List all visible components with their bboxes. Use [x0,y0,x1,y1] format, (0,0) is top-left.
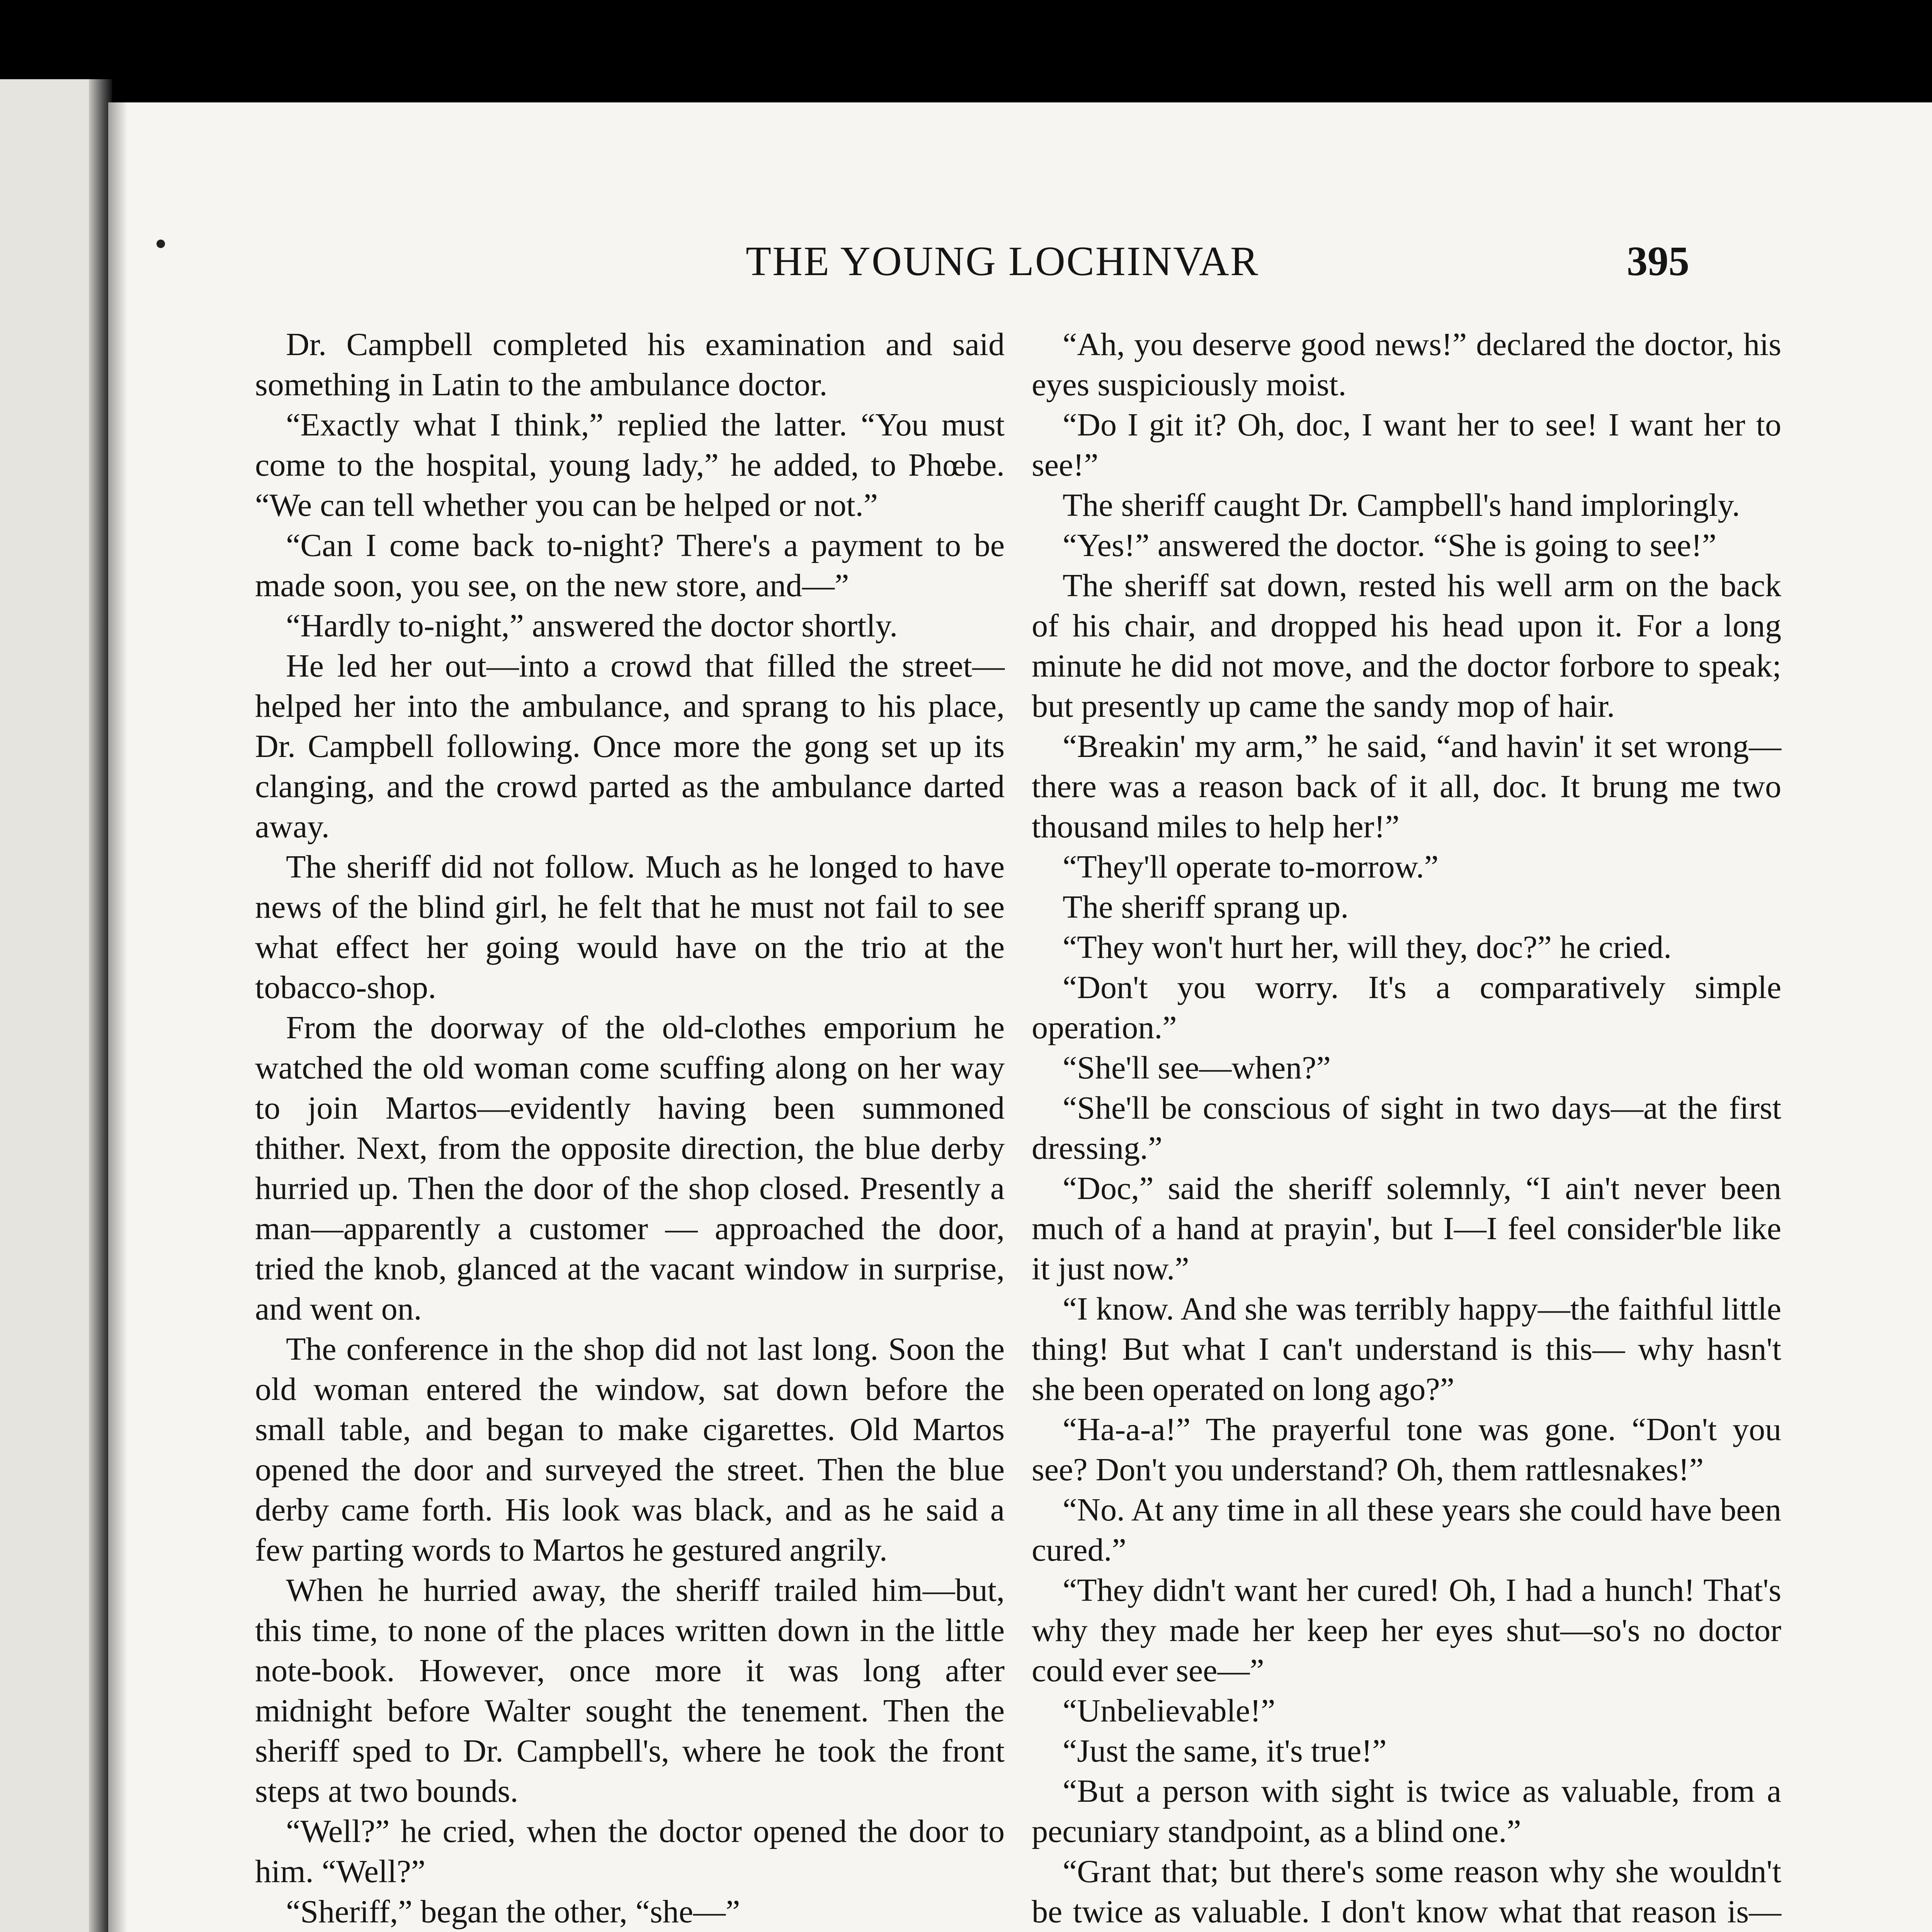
paragraph: “Hardly to-night,” answered the doctor shortly. [286,608,898,644]
paragraph: “She'll see—when?” [1063,1050,1331,1086]
paragraph: “But a person with sight is twice as valuable, from a pecuniary standpoint, as a blind one.” [1032,1773,1781,1849]
paragraph: “Just the same, it's true!” [1063,1733,1387,1769]
paragraph: The sheriff caught Dr. Campbell's hand imploringly. [1063,487,1740,523]
paragraph: “Doc,” said the sheriff solemnly, “I ain't never been much of a hand at prayin', but I—I feel consider'ble like it just now.” [1032,1170,1781,1287]
ink-speck [156,240,165,248]
facing-page-edge [0,79,99,1932]
paragraph: “Do I git it? Oh, doc, I want her to see! I want her to see!” [1032,407,1781,483]
paragraph: “They won't hurt her, will they, doc?” he cried. [1063,929,1672,965]
paragraph: “Grant that; but there's some reason why she wouldn't be twice as valuable. I don't know what that reason is— [1032,1854,1781,1930]
paragraph: From the doorway of the old-clothes emporium he watched the old woman come scuffing along on her way to join Martos—evidently having been summoned thither. Next, from the opposite direction, the blue derby hurried up. Then the door of the shop closed. Presently a man—apparently a customer — approached the door, tried the knob, glanced at the vacant window in surprise, and went on. [255,1010,1005,1327]
paragraph: The sheriff did not follow. Much as he longed to have news of the blind girl, he felt that he must not fail to see what effect her going would have on the trio at the tobacco-shop. [255,849,1005,1005]
paragraph: “Well?” he cried, when the doctor opened the door to him. “Well?” [255,1813,1005,1889]
paragraph: When he hurried away, the sheriff trailed him—but, this time, to none of the places written down in the little note-book. However, once more it was long after midnight before Walter sought the tenement. Then the sheriff sped to Dr. Campbell's, where he took the front steps at two bounds. [255,1572,1005,1809]
paragraph: “They'll operate to-morrow.” [1063,849,1439,885]
left-text-column [255,325,1005,1932]
paragraph: “Ah, you deserve good news!” declared the doctor, his eyes suspiciously moist. [1032,327,1781,403]
paragraph: “Ha-a-a!” The prayerful tone was gone. “Don't you see? Don't you understand? Oh, them rattlesnakes!” [1032,1412,1781,1488]
paragraph: “They didn't want her cured! Oh, I had a hunch! That's why they made her keep her eyes shut—so's no doctor could ever see—” [1032,1572,1781,1689]
running-title: THE YOUNG LOCHINVAR [746,238,1259,284]
paragraph: “I know. And she was terribly happy—the faithful little thing! But what I can't understand is this— why hasn't she been operated on long ago?” [1032,1291,1781,1407]
paragraph: “Breakin' my arm,” he said, “and havin' it set wrong—there was a reason back of it all, doc. It brung me two thousand miles to help her!” [1032,728,1781,845]
paragraph: “Exactly what I think,” replied the latter. “You must come to the hospital, young lady,” he added, to Phœbe. “We can tell whether you can be helped or not.” [255,407,1005,523]
paragraph: “Yes!” answered the doctor. “She is going to see!” [1063,527,1717,563]
paragraph: “No. At any time in all these years she could have been cured.” [1032,1492,1781,1568]
right-text-column [1032,325,1781,1932]
page-fold-shadow [108,102,128,1932]
paragraph: Dr. Campbell completed his examination and said something in Latin to the ambulance doctor. [255,327,1005,403]
paragraph: “Unbelievable!” [1063,1693,1276,1729]
paragraph: He led her out—into a crowd that filled the street—helped her into the ambulance, and sprang to his place, Dr. Campbell following. Once more the gong set up its clanging, and the crowd parted as the ambulance darted away. [255,648,1005,845]
paragraph: “Can I come back to-night? There's a payment to be made soon, you see, on the new store, and—” [255,527,1005,604]
paragraph: “Sheriff,” began the other, “she—” [286,1894,740,1930]
paragraph: “Don't you worry. It's a comparatively simple operation.” [1032,969,1781,1046]
paragraph: The conference in the shop did not last long. Soon the old woman entered the window, sat down before the small table, and began to make cigarettes. Old Martos opened the door and surveyed the street. Then the blue derby came forth. His look was black, and as he said a few parting words to Martos he gestured angrily. [255,1331,1005,1568]
paragraph: The sheriff sprang up. [1063,889,1349,925]
paragraph: “She'll be conscious of sight in two days—at the first dressing.” [1032,1090,1781,1166]
page-number: 395 [1627,238,1689,284]
paragraph: The sheriff sat down, rested his well arm on the back of his chair, and dropped his head upon it. For a long minute he did not move, and the doctor forbore to speak; but presently up came the sandy mop of hair. [1032,568,1781,724]
